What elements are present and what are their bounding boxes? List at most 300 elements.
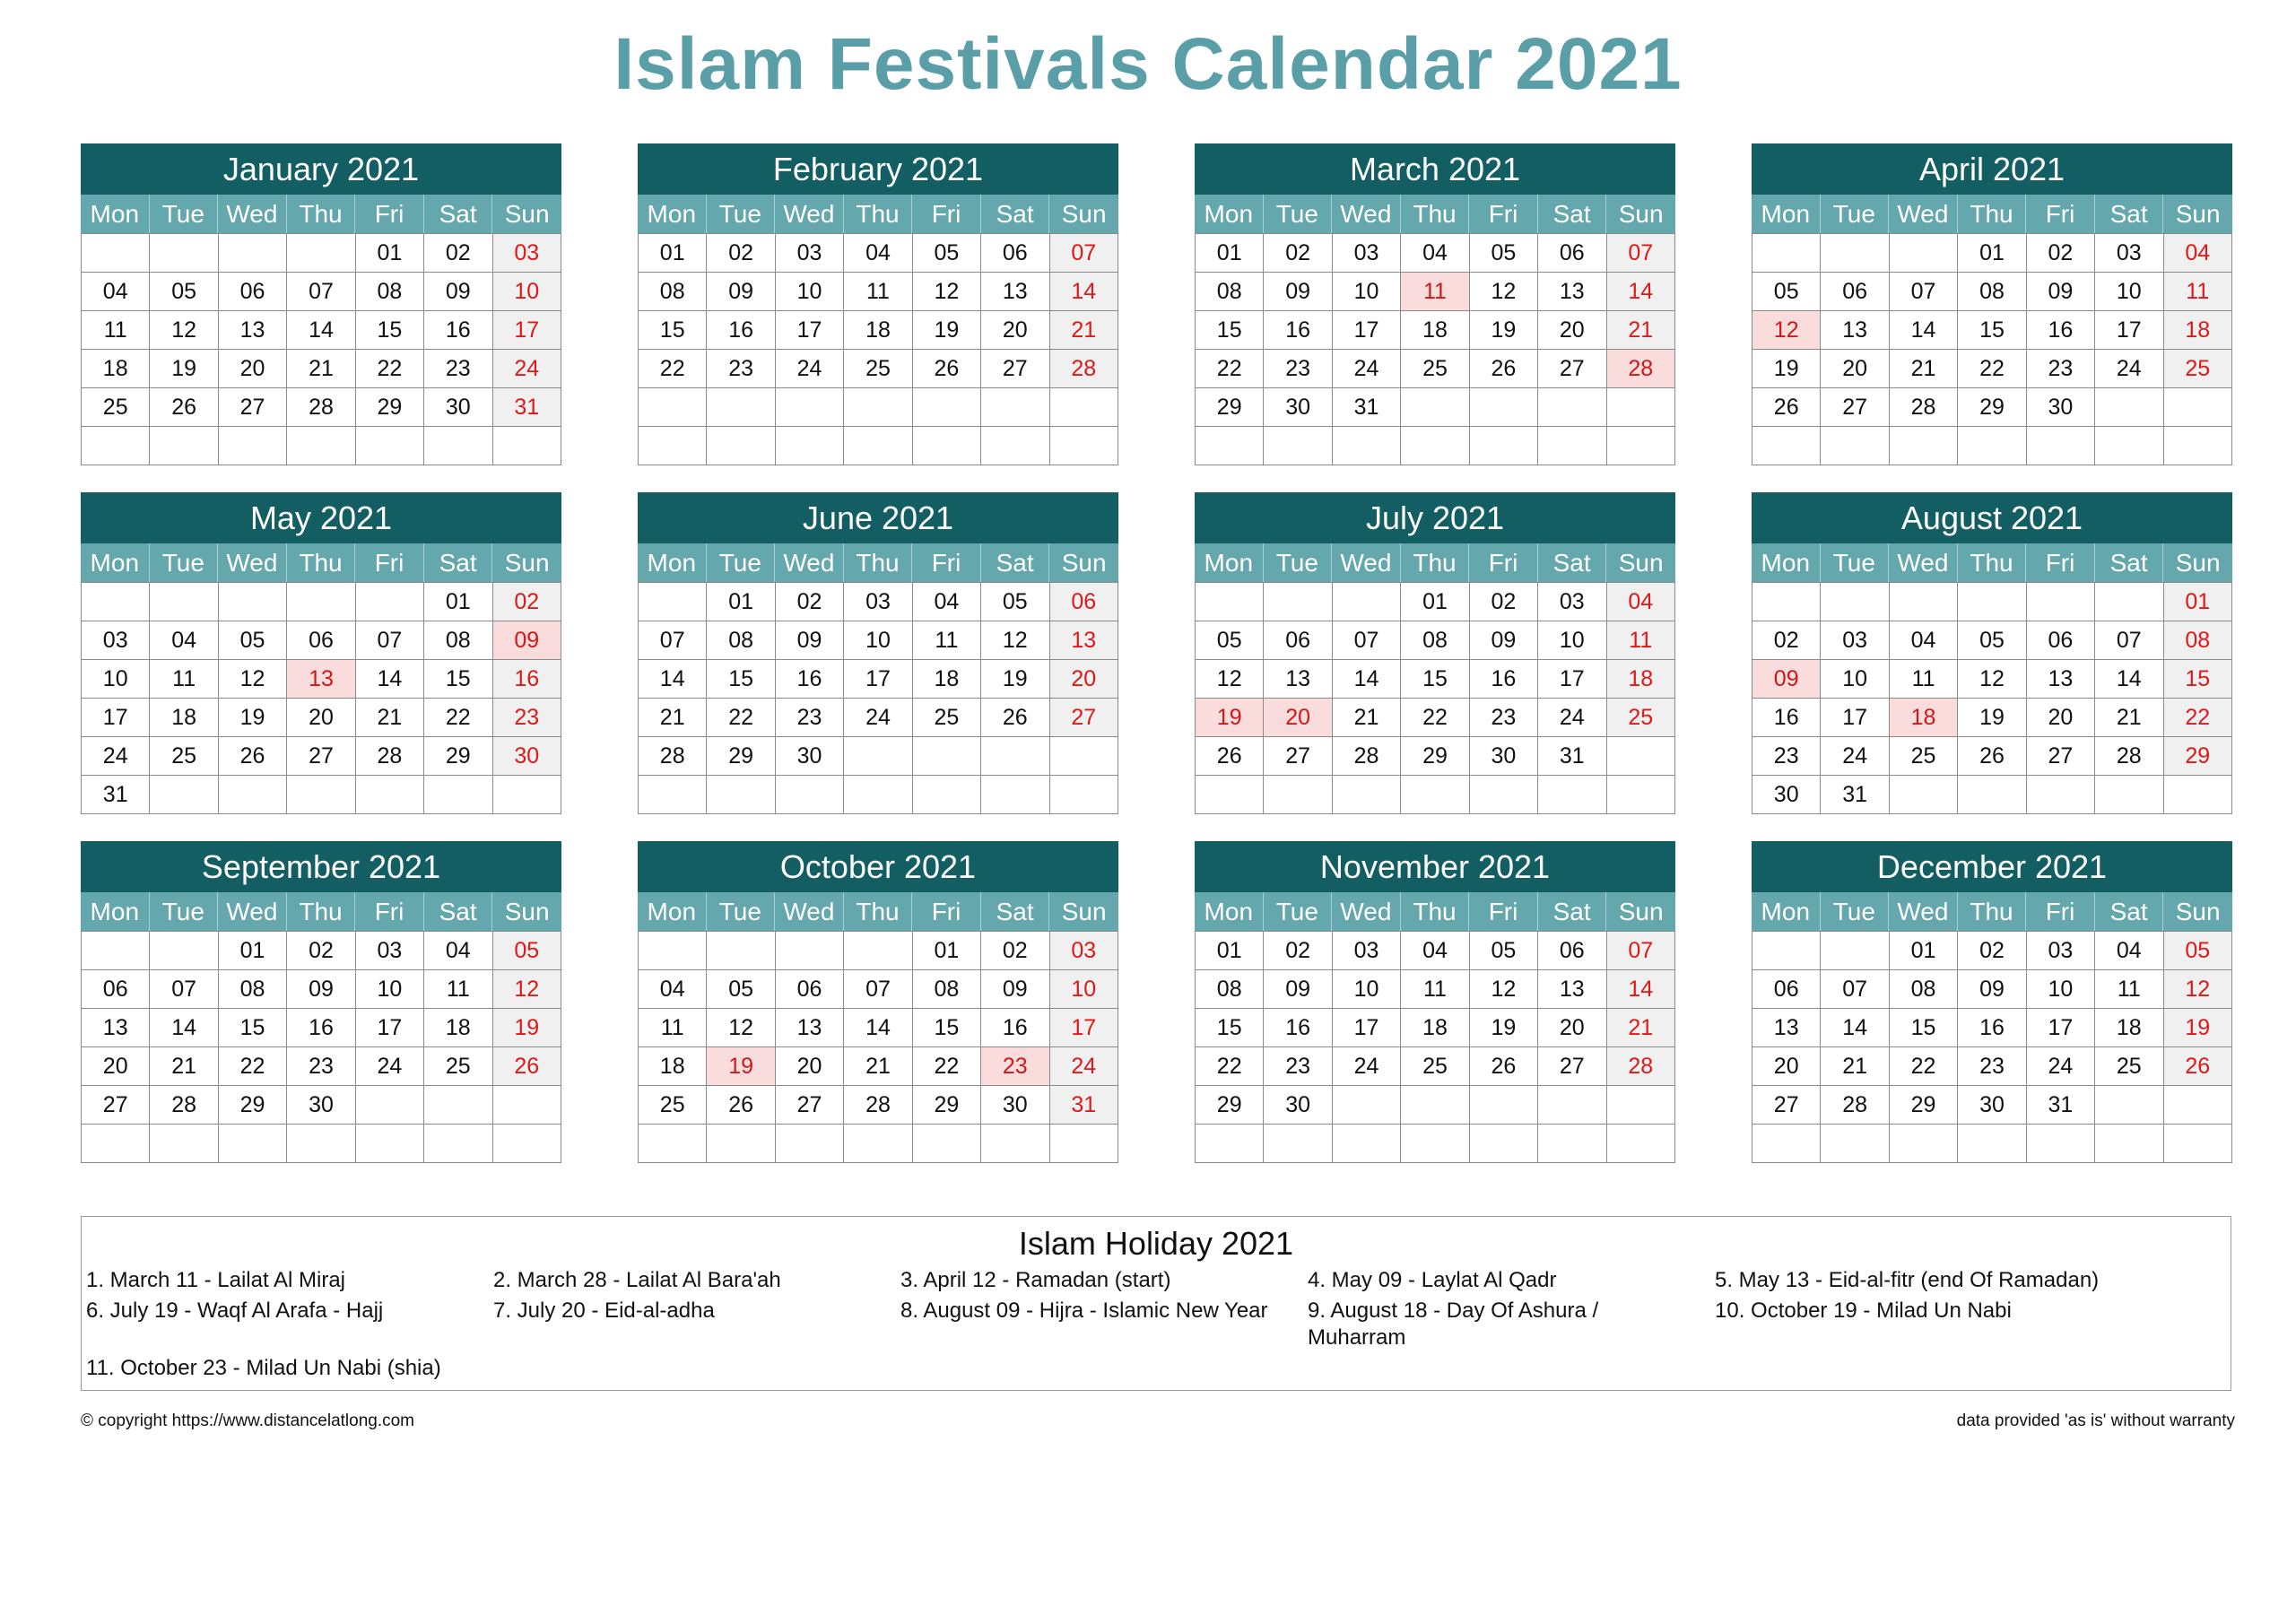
day-cell: 27: [2027, 736, 2095, 775]
weekday-label: Mon: [1195, 195, 1264, 233]
week-row: [82, 426, 561, 465]
empty-day-cell: [1401, 387, 1469, 426]
day-cell: 07: [1607, 233, 1675, 272]
week-row: [1752, 621, 2232, 659]
empty-day-cell: [1333, 1124, 1401, 1162]
weekday-label: Mon: [1195, 892, 1264, 931]
week-row: [1196, 1008, 1675, 1046]
weekday-label: Fri: [355, 543, 424, 582]
day-cell: 20: [287, 698, 355, 736]
week-row: [1752, 272, 2232, 310]
day-cell: 16: [981, 1008, 1049, 1046]
weekday-label: Sat: [2095, 892, 2164, 931]
day-cell: 19: [2164, 1008, 2232, 1046]
day-cell: 09: [424, 272, 492, 310]
empty-day-cell: [707, 387, 775, 426]
weekday-label: Thu: [1401, 892, 1470, 931]
day-cell: 01: [1401, 582, 1469, 621]
day-cell: 30: [1470, 736, 1538, 775]
day-cell: 11: [1890, 659, 1958, 698]
day-cell: 18: [424, 1008, 492, 1046]
weekday-header-row: [1752, 543, 2232, 582]
holiday-item: 6. July 19 - Waqf Al Arafa - Hajj: [86, 1298, 384, 1323]
day-cell: 27: [981, 349, 1049, 387]
day-cell: 20: [776, 1046, 844, 1085]
day-cell: 08: [424, 621, 492, 659]
week-row: [1752, 1008, 2232, 1046]
empty-day-cell: [1196, 582, 1264, 621]
weekday-label: Thu: [1958, 892, 2027, 931]
weekday-label: Tue: [150, 543, 219, 582]
weekday-label: Sun: [2163, 543, 2232, 582]
empty-day-cell: [1821, 582, 1889, 621]
holiday-item: 1. March 11 - Lailat Al Miraj: [86, 1268, 345, 1292]
empty-day-cell: [82, 931, 150, 969]
weekday-label: Sun: [2163, 195, 2232, 233]
day-cell: 23: [1958, 1046, 2026, 1085]
day-cell: 29: [356, 387, 424, 426]
week-row: [1196, 310, 1675, 349]
week-row: [1752, 426, 2232, 465]
copyright-text: © copyright https://www.distancelatlong.com: [81, 1411, 415, 1430]
week-row: [82, 698, 561, 736]
week-row: [1752, 233, 2232, 272]
day-cell: 09: [1264, 969, 1332, 1008]
day-cell: 30: [1264, 1085, 1332, 1124]
weekday-label: Thu: [844, 195, 913, 233]
weekday-header-row: [1752, 892, 2232, 931]
weekday-label: Fri: [1469, 543, 1538, 582]
day-cell: 05: [1752, 272, 1821, 310]
day-cell: 01: [424, 582, 492, 621]
day-cell: 03: [1333, 233, 1401, 272]
empty-day-cell: [776, 426, 844, 465]
weekday-label: Tue: [707, 195, 776, 233]
week-row: [1196, 621, 1675, 659]
day-cell: 31: [1538, 736, 1606, 775]
empty-day-cell: [1050, 775, 1118, 813]
day-cell: 23: [707, 349, 775, 387]
empty-day-cell: [1470, 387, 1538, 426]
empty-day-cell: [219, 1124, 287, 1162]
empty-day-cell: [493, 1124, 561, 1162]
day-cell: 23: [493, 698, 561, 736]
day-cell: 07: [1050, 233, 1118, 272]
week-row: [82, 659, 561, 698]
empty-day-cell: [1333, 1085, 1401, 1124]
day-cell: 29: [913, 1085, 981, 1124]
holiday-item: 5. May 13 - Eid-al-fitr (end Of Ramadan): [1715, 1268, 2100, 1292]
empty-day-cell: [287, 233, 355, 272]
empty-day-cell: [2095, 1124, 2163, 1162]
empty-day-cell: [1196, 1124, 1264, 1162]
day-cell: 14: [1607, 272, 1675, 310]
week-row: [82, 969, 561, 1008]
day-cell: 22: [424, 698, 492, 736]
empty-day-cell: [1196, 426, 1264, 465]
day-cell: 05: [2164, 931, 2232, 969]
day-cell: 28: [1890, 387, 1958, 426]
day-cell: 12: [1752, 310, 1821, 349]
weekday-label: Wed: [1889, 195, 1958, 233]
day-cell: 27: [1050, 698, 1118, 736]
day-cell: 23: [2027, 349, 2095, 387]
day-cell: 14: [1333, 659, 1401, 698]
day-cell: 02: [493, 582, 561, 621]
day-cell: 09: [493, 621, 561, 659]
month-title: January 2021: [81, 143, 561, 195]
week-row: [82, 621, 561, 659]
empty-day-cell: [639, 775, 707, 813]
day-cell: 25: [2164, 349, 2232, 387]
weekday-label: Thu: [287, 195, 356, 233]
empty-day-cell: [913, 736, 981, 775]
day-cell: 15: [2164, 659, 2232, 698]
empty-day-cell: [219, 775, 287, 813]
week-row: [82, 775, 561, 813]
day-cell: 18: [1607, 659, 1675, 698]
day-cell: 13: [219, 310, 287, 349]
day-cell: 15: [424, 659, 492, 698]
day-cell: 07: [1890, 272, 1958, 310]
empty-day-cell: [639, 582, 707, 621]
week-row: [639, 698, 1118, 736]
day-cell: 13: [1538, 272, 1606, 310]
day-cell: 17: [1333, 1008, 1401, 1046]
weekday-label: Fri: [912, 543, 981, 582]
weekday-label: Sun: [2163, 892, 2232, 931]
month-title: December 2021: [1752, 841, 2232, 892]
month-calendar: [1752, 841, 2232, 1163]
week-row: [82, 1008, 561, 1046]
week-row: [1196, 272, 1675, 310]
weekday-label: Fri: [2026, 543, 2095, 582]
day-cell: 24: [844, 698, 912, 736]
day-cell: 25: [639, 1085, 707, 1124]
day-cell: 27: [82, 1085, 150, 1124]
week-row: [1752, 1124, 2232, 1162]
empty-day-cell: [1050, 1124, 1118, 1162]
weekday-label: Sat: [424, 195, 493, 233]
day-cell: 20: [82, 1046, 150, 1085]
day-cell: 17: [2027, 1008, 2095, 1046]
month-title: March 2021: [1195, 143, 1675, 195]
empty-day-cell: [424, 775, 492, 813]
empty-day-cell: [1958, 426, 2026, 465]
weekday-label: Wed: [775, 195, 844, 233]
day-cell: 09: [776, 621, 844, 659]
day-cell: 03: [356, 931, 424, 969]
day-cell: 05: [707, 969, 775, 1008]
week-row: [1752, 736, 2232, 775]
empty-day-cell: [776, 775, 844, 813]
day-cell: 13: [1821, 310, 1889, 349]
day-cell: 01: [1958, 233, 2026, 272]
empty-day-cell: [1538, 1124, 1606, 1162]
empty-day-cell: [219, 426, 287, 465]
empty-day-cell: [844, 736, 912, 775]
day-cell: 16: [1958, 1008, 2026, 1046]
day-cell: 30: [287, 1085, 355, 1124]
day-cell: 17: [776, 310, 844, 349]
empty-day-cell: [1821, 931, 1889, 969]
day-cell: 28: [1050, 349, 1118, 387]
empty-day-cell: [1264, 426, 1332, 465]
day-cell: 10: [844, 621, 912, 659]
day-cell: 22: [1401, 698, 1469, 736]
empty-day-cell: [1264, 775, 1332, 813]
day-cell: 19: [150, 349, 218, 387]
day-cell: 07: [1607, 931, 1675, 969]
day-cell: 14: [639, 659, 707, 698]
empty-day-cell: [844, 426, 912, 465]
day-cell: 14: [287, 310, 355, 349]
month-calendar: [81, 492, 561, 814]
week-row: [82, 310, 561, 349]
day-cell: 12: [981, 621, 1049, 659]
day-cell: 11: [639, 1008, 707, 1046]
empty-day-cell: [287, 426, 355, 465]
day-cell: 27: [1538, 1046, 1606, 1085]
day-cell: 10: [493, 272, 561, 310]
day-cell: 19: [1958, 698, 2026, 736]
day-cell: 17: [356, 1008, 424, 1046]
day-cell: 23: [1264, 349, 1332, 387]
day-cell: 17: [1538, 659, 1606, 698]
day-cell: 08: [639, 272, 707, 310]
day-cell: 24: [1821, 736, 1889, 775]
day-cell: 22: [1890, 1046, 1958, 1085]
empty-day-cell: [356, 582, 424, 621]
week-row: [639, 1046, 1118, 1085]
day-cell: 14: [844, 1008, 912, 1046]
day-cell: 17: [493, 310, 561, 349]
month-calendar: [1752, 492, 2232, 814]
week-row: [639, 1008, 1118, 1046]
day-cell: 04: [1890, 621, 1958, 659]
day-cell: 04: [82, 272, 150, 310]
day-cell: 26: [2164, 1046, 2232, 1085]
month-title: June 2021: [638, 492, 1118, 543]
week-row: [1752, 659, 2232, 698]
day-cell: 11: [1401, 969, 1469, 1008]
empty-day-cell: [913, 775, 981, 813]
empty-day-cell: [1752, 426, 1821, 465]
week-row: [1196, 349, 1675, 387]
month-calendar: [1195, 841, 1675, 1163]
empty-day-cell: [1538, 775, 1606, 813]
empty-day-cell: [2027, 426, 2095, 465]
day-cell: 23: [424, 349, 492, 387]
week-row: [639, 621, 1118, 659]
empty-day-cell: [1196, 775, 1264, 813]
weekday-label: Sun: [1606, 543, 1675, 582]
day-cell: 08: [1401, 621, 1469, 659]
day-cell: 07: [1821, 969, 1889, 1008]
weekday-label: Mon: [81, 892, 150, 931]
day-cell: 08: [2164, 621, 2232, 659]
day-cell: 17: [2095, 310, 2163, 349]
empty-day-cell: [1890, 775, 1958, 813]
weekday-label: Sun: [492, 195, 561, 233]
day-cell: 14: [1050, 272, 1118, 310]
day-grid: [81, 233, 561, 465]
empty-day-cell: [844, 1124, 912, 1162]
day-cell: 15: [1958, 310, 2026, 349]
empty-day-cell: [1470, 1124, 1538, 1162]
day-cell: 18: [1890, 698, 1958, 736]
weekday-label: Tue: [1821, 195, 1890, 233]
weekday-label: Sat: [981, 543, 1050, 582]
weekday-header-row: [81, 195, 561, 233]
week-row: [1196, 582, 1675, 621]
empty-day-cell: [1958, 582, 2026, 621]
day-cell: 20: [2027, 698, 2095, 736]
empty-day-cell: [219, 582, 287, 621]
day-cell: 26: [981, 698, 1049, 736]
day-cell: 21: [1607, 1008, 1675, 1046]
empty-day-cell: [1752, 1124, 1821, 1162]
day-cell: 27: [219, 387, 287, 426]
empty-day-cell: [844, 931, 912, 969]
day-cell: 11: [424, 969, 492, 1008]
day-cell: 04: [1401, 233, 1469, 272]
empty-day-cell: [150, 1124, 218, 1162]
empty-day-cell: [2027, 775, 2095, 813]
day-cell: 13: [287, 659, 355, 698]
day-cell: 18: [2164, 310, 2232, 349]
day-cell: 20: [1538, 1008, 1606, 1046]
empty-day-cell: [2095, 387, 2163, 426]
day-cell: 20: [1752, 1046, 1821, 1085]
week-row: [1196, 775, 1675, 813]
empty-day-cell: [424, 1124, 492, 1162]
day-cell: 20: [1538, 310, 1606, 349]
day-cell: 02: [707, 233, 775, 272]
week-row: [1196, 736, 1675, 775]
day-grid: [1195, 931, 1675, 1163]
weekday-label: Tue: [1264, 195, 1333, 233]
empty-day-cell: [150, 931, 218, 969]
week-row: [1196, 969, 1675, 1008]
day-cell: 16: [1264, 1008, 1332, 1046]
empty-day-cell: [356, 1124, 424, 1162]
day-cell: 24: [776, 349, 844, 387]
day-cell: 12: [493, 969, 561, 1008]
day-cell: 03: [2027, 931, 2095, 969]
empty-day-cell: [981, 775, 1049, 813]
day-cell: 06: [82, 969, 150, 1008]
day-cell: 06: [1821, 272, 1889, 310]
empty-day-cell: [981, 1124, 1049, 1162]
holiday-item: 11. October 23 - Milad Un Nabi (shia): [86, 1356, 441, 1380]
day-cell: 07: [150, 969, 218, 1008]
day-cell: 01: [913, 931, 981, 969]
day-cell: 17: [82, 698, 150, 736]
empty-day-cell: [981, 426, 1049, 465]
day-cell: 20: [981, 310, 1049, 349]
month-calendar: [638, 841, 1118, 1163]
holiday-list-box: [81, 1216, 2231, 1391]
day-cell: 11: [82, 310, 150, 349]
day-cell: 06: [1538, 931, 1606, 969]
day-cell: 11: [150, 659, 218, 698]
day-cell: 28: [1607, 1046, 1675, 1085]
day-cell: 10: [2027, 969, 2095, 1008]
week-row: [1196, 1046, 1675, 1085]
month-title: April 2021: [1752, 143, 2232, 195]
day-cell: 11: [844, 272, 912, 310]
day-cell: 23: [981, 1046, 1049, 1085]
day-cell: 05: [1470, 931, 1538, 969]
day-cell: 02: [1470, 582, 1538, 621]
empty-day-cell: [1958, 1124, 2026, 1162]
day-cell: 26: [707, 1085, 775, 1124]
day-cell: 02: [424, 233, 492, 272]
day-cell: 31: [1821, 775, 1889, 813]
day-cell: 19: [493, 1008, 561, 1046]
empty-day-cell: [1607, 736, 1675, 775]
weekday-label: Fri: [2026, 892, 2095, 931]
weekday-label: Wed: [218, 892, 287, 931]
day-cell: 17: [1821, 698, 1889, 736]
day-cell: 09: [707, 272, 775, 310]
holiday-item: 10. October 19 - Milad Un Nabi: [1715, 1298, 2012, 1323]
day-cell: 13: [1050, 621, 1118, 659]
day-cell: 12: [1470, 272, 1538, 310]
day-cell: 19: [1470, 1008, 1538, 1046]
week-row: [639, 736, 1118, 775]
week-row: [639, 659, 1118, 698]
empty-day-cell: [776, 387, 844, 426]
weekday-label: Thu: [1958, 195, 2027, 233]
weekday-label: Thu: [844, 543, 913, 582]
day-cell: 27: [776, 1085, 844, 1124]
week-row: [639, 775, 1118, 813]
weekday-label: Fri: [355, 195, 424, 233]
day-cell: 04: [424, 931, 492, 969]
day-cell: 30: [1264, 387, 1332, 426]
day-cell: 16: [2027, 310, 2095, 349]
weekday-label: Sat: [1538, 892, 1607, 931]
day-cell: 24: [1333, 349, 1401, 387]
month-calendar: [638, 143, 1118, 465]
empty-day-cell: [1890, 1124, 1958, 1162]
weekday-label: Fri: [1469, 195, 1538, 233]
weekday-label: Fri: [912, 892, 981, 931]
empty-day-cell: [287, 1124, 355, 1162]
empty-day-cell: [150, 426, 218, 465]
day-cell: 25: [150, 736, 218, 775]
day-cell: 30: [981, 1085, 1049, 1124]
day-cell: 07: [844, 969, 912, 1008]
day-cell: 14: [2095, 659, 2163, 698]
empty-day-cell: [2164, 1085, 2232, 1124]
day-cell: 17: [844, 659, 912, 698]
empty-day-cell: [639, 931, 707, 969]
weekday-label: Fri: [355, 892, 424, 931]
weekday-label: Tue: [1821, 543, 1890, 582]
day-cell: 25: [82, 387, 150, 426]
day-cell: 01: [639, 233, 707, 272]
day-grid: [1752, 582, 2232, 814]
week-row: [1752, 310, 2232, 349]
empty-day-cell: [1333, 775, 1401, 813]
day-cell: 18: [844, 310, 912, 349]
day-cell: 09: [1752, 659, 1821, 698]
weekday-label: Sun: [1606, 195, 1675, 233]
day-cell: 26: [1196, 736, 1264, 775]
